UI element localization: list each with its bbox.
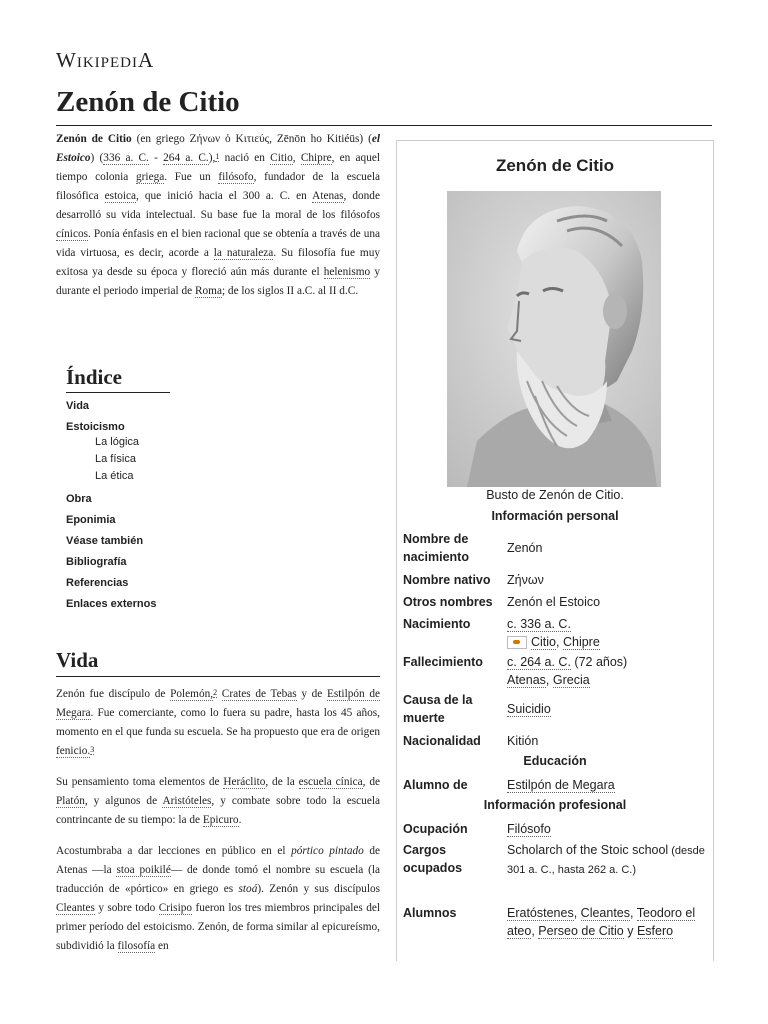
link-filosofia[interactable]: filosofía: [117, 940, 156, 952]
toc-item-eponimia[interactable]: Eponimia: [66, 514, 116, 526]
student-cleantes-link[interactable]: Cleantes: [580, 906, 631, 920]
link-helenismo[interactable]: helenismo: [323, 266, 371, 278]
intro-column: [56, 130, 380, 301]
occupation-link[interactable]: Filósofo: [507, 822, 551, 836]
value-occupation: [507, 820, 707, 838]
link-naturaleza[interactable]: la naturaleza: [213, 247, 274, 259]
reference-2[interactable]: 2: [213, 688, 218, 697]
label-nationality: Nacionalidad: [403, 734, 481, 748]
link-heraclito[interactable]: Heráclito: [223, 776, 266, 788]
section-header-personal: Información personal: [491, 509, 619, 523]
section-header-professional: Información profesional: [483, 798, 627, 812]
student-esfero-link[interactable]: Esfero: [636, 924, 674, 938]
toc-item-estoicismo[interactable]: Estoicismo: [66, 421, 125, 433]
infobox-title: Zenón de Citio: [495, 156, 615, 175]
intro-paragraph: Zenón de Citio (en griego Ζήνων ὁ Κιτιεύς, Zēnōn ho Kitiéūs) (el Estoico) (336 a. C. - 264 a. C.),$^1$ nació en Citio, Chipre, en aquel tiempo colonia griega. Fue un filósofo, fundador de la escuela filosófica estoica, que inició hacia el 300 a. C. en Atenas, donde desarrolló su vida intelectual. Su base fue la moral de los filósofos cínicos. Ponía énfasis en el bien racional que se obtenía a través de una vida virtuosa, es decir, acorde a la naturaleza. Su filosofía fue muy exitosa ya desde su época y floreció aún más durante el helenismo y durante el periodo imperial de Roma; de los siglos II a.C. al II d.C.: [56, 133, 381, 297]
section-heading-vida: Vida: [56, 648, 380, 677]
bust-portrait-image[interactable]: [447, 191, 661, 487]
death-place-atenas-link[interactable]: Atenas: [507, 673, 546, 687]
value-cause-of-death: [507, 700, 707, 718]
toc-item-enlaces-externos[interactable]: Enlaces externos: [66, 598, 157, 610]
vida-paragraph-3: Acostumbraba a dar lecciones en público en el pórtico pintado de Atenas —la stoa poikilé— de donde tomó el nombre su escuela (la traducción de «pórtico» en griego es stoá). Zenón y sus discípulos Cleantes y sobre todo Crisipo fueron los tres miembros principales del primer período del estoicismo. Zenón, de forma similar al epicureísmo, subdividió la filosofía en: [56, 845, 381, 952]
link-atenas[interactable]: Atenas: [312, 190, 344, 202]
death-place-grecia-link[interactable]: Grecia: [552, 673, 590, 687]
link-stoa-poikile[interactable]: stoa poikilé: [116, 864, 171, 876]
death-year-link[interactable]: 264 a. C.: [163, 152, 209, 164]
birth-place-chipre-link[interactable]: Chipre: [562, 635, 600, 649]
toc-list: [66, 399, 176, 611]
vida-section-body: [56, 685, 380, 968]
value-birth-name: Zenón: [507, 541, 543, 555]
student-teodoro-link[interactable]: Teodoro el ateo: [507, 906, 696, 938]
label-other-names: Otros nombres: [403, 595, 493, 609]
toc-item-vida[interactable]: Vida: [66, 400, 90, 412]
link-citio[interactable]: Citio: [270, 152, 293, 164]
link-filosofo[interactable]: filósofo: [218, 171, 254, 183]
label-students: Alumnos: [403, 906, 457, 920]
reference-3[interactable]: 3: [90, 745, 95, 754]
value-other-names: Zenón el Estoico: [507, 595, 601, 609]
toc-item-referencias[interactable]: Referencias: [66, 577, 129, 589]
link-epicuro[interactable]: Epicuro: [202, 814, 239, 826]
label-death: Fallecimiento: [403, 655, 483, 669]
reference-1[interactable]: 1: [215, 152, 220, 161]
student-eratostenes-link[interactable]: Eratóstenes: [507, 906, 574, 920]
death-date-link[interactable]: c. 264 a. C.: [507, 655, 571, 669]
toc-item-obra[interactable]: Obra: [66, 493, 92, 505]
link-cinicos[interactable]: cínicos: [56, 228, 88, 240]
link-fenicio[interactable]: fenicio.: [56, 745, 91, 757]
link-aristoteles[interactable]: Aristóteles: [162, 795, 212, 807]
wikipedia-logo[interactable]: WikipediA: [56, 48, 155, 72]
portrait-caption: Busto de Zenón de Citio.: [486, 488, 624, 502]
link-estoica[interactable]: estoica: [104, 190, 137, 202]
label-birth-name: Nombre de nacimiento: [403, 532, 469, 564]
link-crisipo[interactable]: Crisipo: [158, 902, 193, 914]
student-perseo-link[interactable]: Perseo de Citio: [538, 924, 624, 938]
label-birth: Nacimiento: [403, 617, 471, 631]
value-native-name: Ζήνων: [507, 573, 544, 587]
infobox: [396, 140, 714, 961]
value-death: c. 264 a. C. (72 años) Atenas, Grecia: [507, 655, 628, 687]
vida-paragraph-1: Zenón fue discípulo de Polemón,$^2$ Crates de Tebas y de Estilpón de Megara. Fue comerciante, como lo fuera su padre, hasta los 45 años, momento en el que funda su escuela. Se ha propuesto que era de origen fenicio.$^3$: [56, 688, 380, 757]
link-cleantes[interactable]: Cleantes: [56, 902, 95, 914]
value-students: Eratóstenes, Cleantes, Teodoro el ateo, Perseo de Citio y Esfero: [507, 906, 696, 938]
label-native-name: Nombre nativo: [403, 573, 491, 587]
birth-place-citio-link[interactable]: Citio: [531, 635, 557, 649]
label-student-of: Alumno de: [403, 778, 468, 792]
link-griega[interactable]: griega: [136, 171, 165, 183]
label-positions-held: Cargos ocupados: [403, 843, 463, 875]
link-crates[interactable]: Crates de Tebas: [221, 688, 297, 700]
cyprus-flag-icon: [507, 636, 527, 649]
link-polemon[interactable]: Polemón,: [170, 688, 214, 700]
toc-item-la-etica[interactable]: La ética: [95, 470, 134, 482]
toc-item-bibliografia[interactable]: Bibliografía: [66, 556, 127, 568]
link-escuela-cinica[interactable]: escuela cínica: [298, 776, 363, 788]
link-roma[interactable]: Roma: [194, 285, 222, 297]
cause-of-death-link[interactable]: Suicidio: [507, 702, 551, 716]
title-divider: [56, 125, 712, 126]
label-cause-of-death: Causa de la muerte: [403, 693, 473, 725]
toc-item-la-logica[interactable]: La lógica: [95, 436, 140, 448]
toc-item-la-fisica[interactable]: La física: [95, 453, 136, 465]
vida-paragraph-2: Su pensamiento toma elementos de Heráclito, de la escuela cínica, de Platón, y algunos de Aristóteles, y combate sobre todo la escuela contrincante de su tiempo: la de Epicuro.: [56, 776, 380, 826]
section-header-education: Educación: [523, 754, 587, 768]
table-of-contents: [66, 365, 176, 611]
link-estilpon[interactable]: Estilpón de Megara: [56, 688, 380, 719]
link-chipre[interactable]: Chipre: [300, 152, 332, 164]
toc-heading: Índice: [66, 365, 170, 393]
toc-item-vease-tambien[interactable]: Véase también: [66, 535, 144, 547]
student-of-link[interactable]: Estilpón de Megara: [507, 778, 615, 792]
value-nationality: Kitión: [507, 734, 539, 748]
bust-illustration: [447, 191, 661, 487]
value-positions-held: Scholarch of the Stoic school (desde 301 a. C., hasta 262 a. C.): [507, 843, 705, 876]
value-birth: c. 336 a. C. Citio, Chipre: [507, 617, 600, 649]
page-title: Zenón de Citio: [56, 86, 240, 118]
link-platon[interactable]: Platón: [56, 795, 85, 807]
value-student-of: [507, 776, 707, 794]
birth-date-link[interactable]: c. 336 a. C.: [507, 617, 571, 631]
label-occupation: Ocupación: [403, 822, 468, 836]
birth-year-link[interactable]: 336 a. C.: [103, 152, 149, 164]
